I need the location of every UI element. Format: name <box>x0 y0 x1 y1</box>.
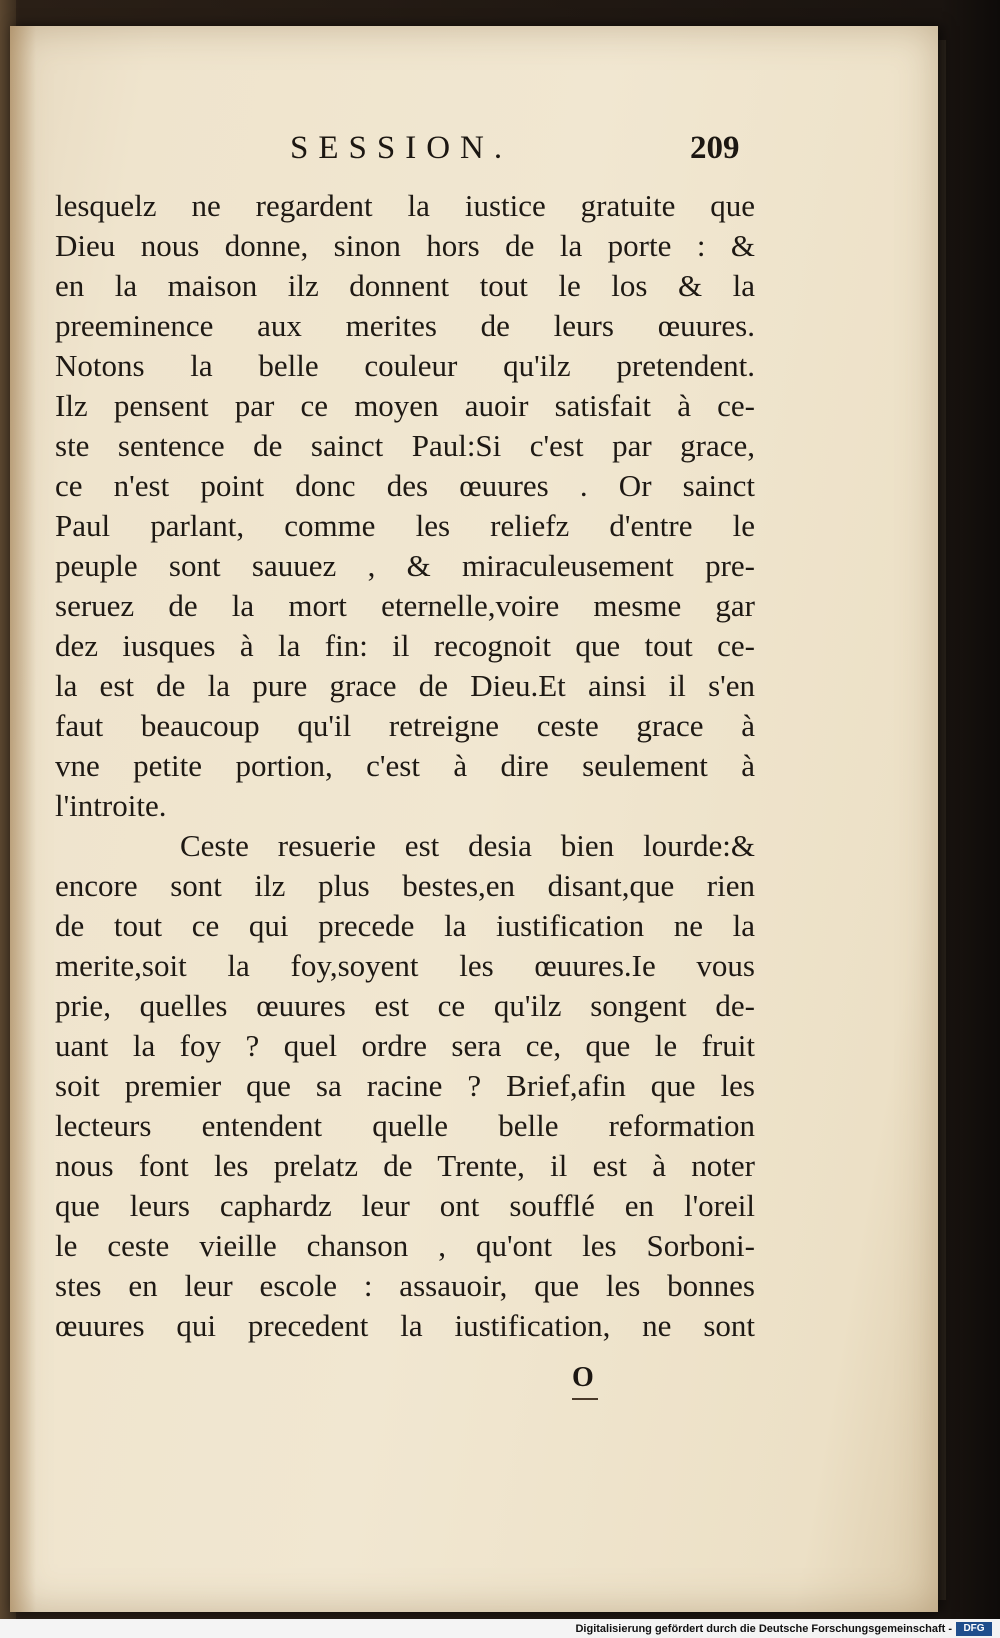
text-line: lecteurs entendent quelle belle reformation <box>55 1108 755 1143</box>
text-line: œuures qui precedent la iustification, ne sont <box>55 1308 755 1343</box>
text-line: le ceste vieille chanson , qu'ont les Sorboni- <box>55 1228 755 1263</box>
text-line: nous font les prelatz de Trente, il est à noter <box>55 1148 755 1183</box>
text-line: dez iusques à la fin: il recognoit que tout ce- <box>55 628 755 663</box>
text-line: uant la foy ? quel ordre sera ce, que le fruit <box>55 1028 755 1063</box>
text-line: ce n'est point donc des œuures . Or sainct <box>55 468 755 503</box>
body-text <box>55 186 755 1346</box>
text-line: seruez de la mort eternelle,voire mesme gar <box>55 588 755 623</box>
paragraph-start-line: Ceste resuerie est desia bien lourde:& <box>180 828 755 863</box>
text-line: la est de la pure grace de Dieu.Et ainsi il s'en <box>55 668 755 703</box>
running-head <box>10 130 938 180</box>
text-line: encore sont ilz plus bestes,en disant,que rien <box>55 868 755 903</box>
text-line: vne petite portion, c'est à dire seulement à <box>55 748 755 783</box>
page-stack-edge <box>938 40 946 1600</box>
running-title: SESSION. <box>290 130 513 166</box>
paragraph-end-line: l'introite. <box>55 788 167 823</box>
funding-credit: Digitalisierung gefördert durch die Deutsche Forschungsgemeinschaft - <box>575 1623 952 1635</box>
dfg-logo: DFG <box>956 1622 992 1636</box>
text-line: lesquelz ne regardent la iustice gratuite que <box>55 188 755 223</box>
signature-rule <box>572 1398 598 1400</box>
text-line: merite,soit la foy,soyent les œuures.Ie vous <box>55 948 755 983</box>
text-line: faut beaucoup qu'il retreigne ceste grace à <box>55 708 755 743</box>
text-line: preeminence aux merites de leurs œuures. <box>55 308 755 343</box>
page-number: 209 <box>690 130 740 166</box>
text-line: Paul parlant, comme les reliefz d'entre le <box>55 508 755 543</box>
book-page <box>10 26 938 1612</box>
text-line: en la maison ilz donnent tout le los & la <box>55 268 755 303</box>
signature-mark: O <box>572 1362 594 1393</box>
text-line: prie, quelles œuures est ce qu'ilz songent de- <box>55 988 755 1023</box>
text-line: Dieu nous donne, sinon hors de la porte : & <box>55 228 755 263</box>
text-line: que leurs caphardz leur ont soufflé en l'oreil <box>55 1188 755 1223</box>
text-line: soit premier que sa racine ? Brief,afin que les <box>55 1068 755 1103</box>
text-line: peuple sont sauuez , & miraculeusement pre- <box>55 548 755 583</box>
text-line: ste sentence de sainct Paul:Si c'est par grace, <box>55 428 755 463</box>
text-line: de tout ce qui precede la iustification ne la <box>55 908 755 943</box>
text-line: Notons la belle couleur qu'ilz pretendent. <box>55 348 755 383</box>
text-line: stes en leur escole : assauoir, que les bonnes <box>55 1268 755 1303</box>
text-line: Ilz pensent par ce moyen auoir satisfait à ce- <box>55 388 755 423</box>
